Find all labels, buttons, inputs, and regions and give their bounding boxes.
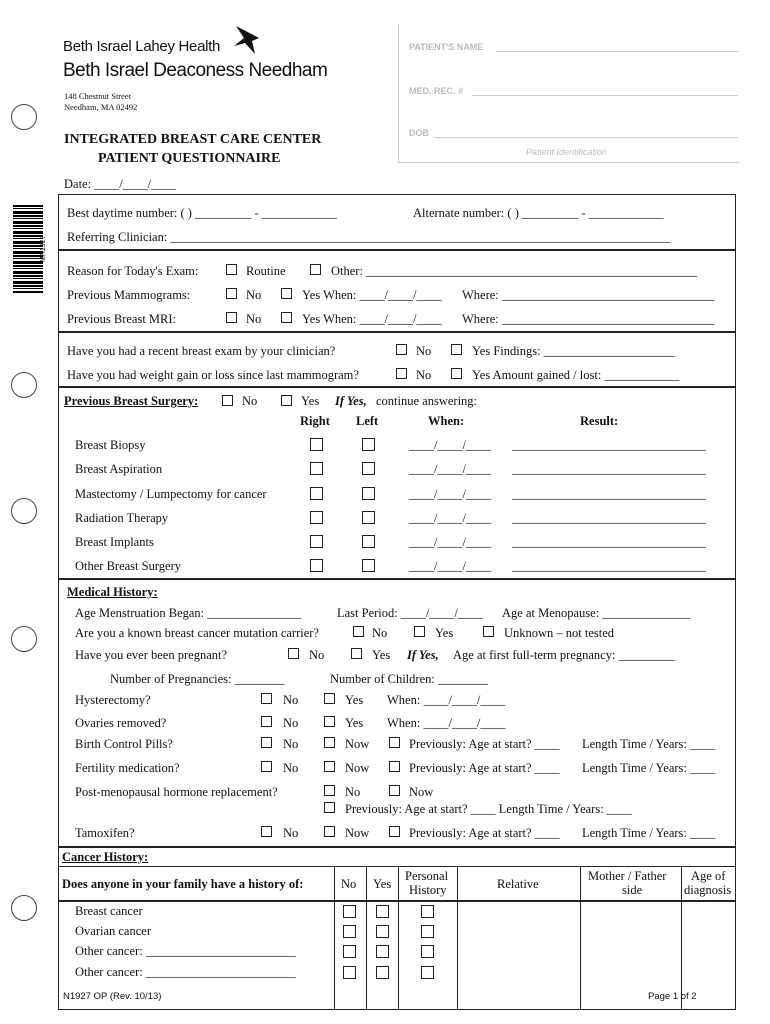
- age-menopause[interactable]: Age at Menopause: ______________: [502, 606, 690, 620]
- surgery-title: Previous Breast Surgery:: [64, 394, 199, 408]
- hrt-previously-checkbox[interactable]: [324, 802, 335, 813]
- binder-hole: [11, 372, 37, 398]
- ovaries-yes-checkbox[interactable]: [324, 716, 335, 727]
- col-yes: Yes: [373, 877, 392, 891]
- cancer-row-label: Breast cancer: [75, 904, 143, 918]
- cancer-row-label: Other cancer: ________________________: [75, 965, 296, 979]
- routine-checkbox[interactable]: [226, 264, 237, 275]
- pregnant-no-checkbox[interactable]: [288, 648, 299, 659]
- cancer-no-checkbox[interactable]: [343, 925, 356, 938]
- fertility-now-checkbox[interactable]: [324, 761, 335, 772]
- fertility-previously-checkbox[interactable]: [389, 761, 400, 772]
- birth-control-now-checkbox[interactable]: [324, 737, 335, 748]
- ovaries-question: Ovaries removed?: [75, 716, 167, 730]
- brand-line-1: Beth Israel Lahey Health: [63, 38, 221, 55]
- ovaries-no-checkbox[interactable]: [261, 716, 272, 727]
- prev-mammo-label: Previous Mammograms:: [67, 288, 191, 302]
- fertility-no-checkbox[interactable]: [261, 761, 272, 772]
- surgery-right-checkbox[interactable]: [310, 462, 323, 475]
- surgery-left-checkbox[interactable]: [362, 438, 375, 451]
- cancer-personal-checkbox[interactable]: [421, 905, 434, 918]
- form-id: N1927 OP (Rev. 10/13): [63, 991, 162, 1002]
- form-title-1: INTEGRATED BREAST CARE CENTER: [64, 132, 322, 147]
- col-diagnosis: diagnosis: [684, 883, 732, 897]
- hysterectomy-yes-checkbox[interactable]: [324, 693, 335, 704]
- surgery-no-checkbox[interactable]: [222, 395, 233, 406]
- cancer-no-checkbox[interactable]: [343, 945, 356, 958]
- surgery-right-checkbox[interactable]: [310, 511, 323, 524]
- routine-label: Routine: [246, 264, 286, 278]
- prev-mammo-yes-checkbox[interactable]: [281, 288, 292, 299]
- surgery-when-field[interactable]: ____/____/____: [409, 438, 491, 452]
- cancer-personal-checkbox[interactable]: [421, 945, 434, 958]
- recent-exam-question: Have you had a recent breast exam by your clinician?: [67, 344, 336, 358]
- tamoxifen-length[interactable]: Length Time / Years: ____: [582, 826, 716, 840]
- prev-mammo-where[interactable]: Where: __________________________________: [462, 288, 715, 302]
- no-label: No: [283, 737, 299, 751]
- yes-label: Yes: [345, 716, 364, 730]
- prev-mammo-no-checkbox[interactable]: [226, 288, 237, 299]
- brand-line-2: Beth Israel Deaconess Needham: [63, 60, 328, 81]
- surgery-result-field[interactable]: _______________________________: [512, 511, 706, 525]
- birth-control-no-checkbox[interactable]: [261, 737, 272, 748]
- address-line-1: 148 Chestnut Street: [64, 91, 132, 101]
- surgery-when-field[interactable]: ____/____/____: [409, 462, 491, 476]
- birth-control-age-start[interactable]: Previously: Age at start? ____: [409, 737, 560, 751]
- col-right: Right: [300, 414, 330, 428]
- cancer-yes-checkbox[interactable]: [376, 966, 389, 979]
- hysterectomy-no-checkbox[interactable]: [261, 693, 272, 704]
- prev-mri-label: Previous Breast MRI:: [67, 312, 177, 326]
- surgery-right-checkbox[interactable]: [310, 487, 323, 500]
- weight-question: Have you had weight gain or loss since last mammogram?: [67, 368, 359, 382]
- fertility-length[interactable]: Length Time / Years: ____: [582, 761, 716, 775]
- yes-label: Yes: [372, 648, 391, 662]
- cancer-yes-checkbox[interactable]: [376, 945, 389, 958]
- binder-hole: [11, 895, 37, 921]
- binder-hole: [11, 498, 37, 524]
- no-label: No: [372, 626, 388, 640]
- col-mother-father: Mother / Father: [588, 869, 667, 883]
- surgery-result-field[interactable]: _______________________________: [512, 462, 706, 476]
- bird-logo-icon: [232, 24, 262, 58]
- prev-mri-when[interactable]: Yes When: ____/____/____: [302, 312, 442, 326]
- no-label: No: [246, 288, 262, 302]
- surgery-when-field[interactable]: ____/____/____: [409, 559, 491, 573]
- date-field[interactable]: Date: ____/____/____: [64, 177, 177, 191]
- form-title-2: PATIENT QUESTIONNAIRE: [98, 151, 281, 166]
- no-label: No: [345, 785, 361, 799]
- hysterectomy-when[interactable]: When: ____/____/____: [387, 693, 506, 707]
- surgery-result-field[interactable]: _______________________________: [512, 559, 706, 573]
- col-side: side: [622, 883, 643, 897]
- yes-label: Yes: [435, 626, 454, 640]
- continue-label: continue answering:: [376, 394, 478, 408]
- mutation-carrier-question: Are you a known breast cancer mutation carrier?: [75, 626, 319, 640]
- surgery-right-checkbox[interactable]: [310, 535, 323, 548]
- prev-mri-yes-checkbox[interactable]: [281, 312, 292, 323]
- birth-control-question: Birth Control Pills?: [75, 737, 173, 751]
- col-age-of: Age of: [691, 869, 726, 883]
- col-left: Left: [356, 414, 379, 428]
- surgery-result-field[interactable]: _______________________________: [512, 535, 706, 549]
- tamoxifen-previously-checkbox[interactable]: [389, 826, 400, 837]
- other-checkbox[interactable]: [310, 264, 321, 275]
- prev-mri-where[interactable]: Where: __________________________________: [462, 312, 715, 326]
- birth-control-previously-checkbox[interactable]: [389, 737, 400, 748]
- hrt-previously[interactable]: Previously: Age at start? ____ Length Time / Years: ____: [345, 802, 632, 816]
- num-pregnancies[interactable]: Number of Pregnancies: ________: [110, 672, 285, 686]
- surgery-item-label: Other Breast Surgery: [75, 559, 181, 573]
- weight-yes-checkbox[interactable]: [451, 368, 462, 379]
- surgery-item-label: Breast Biopsy: [75, 438, 146, 452]
- cancer-no-checkbox[interactable]: [343, 905, 356, 918]
- cancer-personal-checkbox[interactable]: [421, 966, 434, 979]
- pregnant-yes-checkbox[interactable]: [351, 648, 362, 659]
- address-line-2: Needham, MA 02492: [64, 102, 138, 112]
- surgery-item-label: Mastectomy / Lumpectomy for cancer: [75, 487, 267, 501]
- fertility-age-start[interactable]: Previously: Age at start? ____: [409, 761, 560, 775]
- medical-history-title: Medical History:: [67, 585, 158, 599]
- num-children[interactable]: Number of Children: ________: [330, 672, 488, 686]
- carrier-unknown-checkbox[interactable]: [483, 626, 494, 637]
- prev-mri-no-checkbox[interactable]: [226, 312, 237, 323]
- amount-field[interactable]: Yes Amount gained / lost: ____________: [472, 368, 680, 382]
- hrt-now-checkbox[interactable]: [389, 785, 400, 796]
- hrt-no-checkbox[interactable]: [324, 785, 335, 796]
- no-label: No: [416, 368, 432, 382]
- yes-label: Yes: [301, 394, 320, 408]
- if-yes-label: If Yes,: [407, 648, 439, 662]
- tamoxifen-age-start[interactable]: Previously: Age at start? ____: [409, 826, 560, 840]
- patient-name-label: PATIENT'S NAME: [409, 42, 484, 52]
- barcode: [13, 205, 43, 293]
- binder-hole: [11, 104, 37, 130]
- binder-hole: [11, 626, 37, 652]
- surgery-left-checkbox[interactable]: [362, 487, 375, 500]
- hrt-question: Post-menopausal hormone replacement?: [75, 785, 278, 799]
- col-relative: Relative: [497, 877, 539, 891]
- carrier-yes-checkbox[interactable]: [414, 626, 425, 637]
- tamoxifen-no-checkbox[interactable]: [261, 826, 272, 837]
- cancer-row-label: Ovarian cancer: [75, 924, 151, 938]
- surgery-result-field[interactable]: _______________________________: [512, 487, 706, 501]
- hysterectomy-question: Hysterectomy?: [75, 693, 151, 707]
- med-rec-label: MED. REC. #: [409, 86, 464, 96]
- col-personal: Personal: [405, 869, 449, 883]
- no-label: No: [283, 761, 299, 775]
- now-label: Now: [345, 761, 370, 775]
- cancer-history-title: Cancer History:: [62, 850, 149, 864]
- surgery-left-checkbox[interactable]: [362, 535, 375, 548]
- col-no: No: [341, 877, 357, 891]
- patient-identification-caption: Patient Identification: [526, 147, 608, 157]
- cancer-yes-checkbox[interactable]: [376, 905, 389, 918]
- referring-clinician[interactable]: Referring Clinician: ________________________________________________________________________________: [67, 230, 671, 244]
- no-label: No: [416, 344, 432, 358]
- surgery-when-field[interactable]: ____/____/____: [409, 535, 491, 549]
- fertility-question: Fertility medication?: [75, 761, 180, 775]
- barcode-code: MR1927: [40, 235, 47, 262]
- reason-label: Reason for Today's Exam:: [67, 264, 199, 278]
- surgery-when-field[interactable]: ____/____/____: [409, 487, 491, 501]
- surgery-yes-checkbox[interactable]: [281, 395, 292, 406]
- no-label: No: [309, 648, 325, 662]
- col-history: History: [409, 883, 447, 897]
- cancer-no-checkbox[interactable]: [343, 966, 356, 979]
- last-period[interactable]: Last Period: ____/____/____: [337, 606, 483, 620]
- cancer-row-label: Other cancer: ________________________: [75, 944, 296, 958]
- best-daytime-number[interactable]: Best daytime number: ( ) _________ - ____________: [67, 206, 337, 220]
- no-label: No: [283, 826, 299, 840]
- no-label: No: [283, 693, 299, 707]
- surgery-item-label: Radiation Therapy: [75, 511, 169, 525]
- if-yes-label: If Yes,: [335, 394, 367, 408]
- tamoxifen-now-checkbox[interactable]: [324, 826, 335, 837]
- no-label: No: [283, 716, 299, 730]
- unknown-label: Unknown – not tested: [504, 626, 615, 640]
- family-history-question: Does anyone in your family have a history of:: [62, 877, 304, 891]
- tamoxifen-question: Tamoxifen?: [75, 826, 135, 840]
- col-when: When:: [428, 414, 465, 428]
- surgery-left-checkbox[interactable]: [362, 559, 375, 572]
- surgery-right-checkbox[interactable]: [310, 438, 323, 451]
- surgery-item-label: Breast Implants: [75, 535, 154, 549]
- cancer-personal-checkbox[interactable]: [421, 925, 434, 938]
- weight-no-checkbox[interactable]: [396, 368, 407, 379]
- age-menstruation[interactable]: Age Menstruation Began: _______________: [75, 606, 302, 620]
- col-result: Result:: [580, 414, 619, 428]
- recent-exam-no-checkbox[interactable]: [396, 344, 407, 355]
- surgery-when-field[interactable]: ____/____/____: [409, 511, 491, 525]
- surgery-left-checkbox[interactable]: [362, 462, 375, 475]
- no-label: No: [246, 312, 262, 326]
- cancer-yes-checkbox[interactable]: [376, 925, 389, 938]
- dob-label: DOB: [409, 128, 429, 138]
- other-reason[interactable]: Other: _____________________________________________________: [331, 264, 698, 278]
- now-label: Now: [345, 826, 370, 840]
- page-number: Page 1 of 2: [648, 991, 697, 1002]
- yes-label: Yes: [345, 693, 364, 707]
- carrier-no-checkbox[interactable]: [353, 626, 364, 637]
- findings-field[interactable]: Yes Findings: _____________________: [472, 344, 675, 358]
- first-pregnancy-age[interactable]: Age at first full-term pregnancy: _________: [453, 648, 675, 662]
- surgery-result-field[interactable]: _______________________________: [512, 438, 706, 452]
- now-label: Now: [409, 785, 434, 799]
- ovaries-when[interactable]: When: ____/____/____: [387, 716, 506, 730]
- birth-control-length[interactable]: Length Time / Years: ____: [582, 737, 716, 751]
- alternate-number[interactable]: Alternate number: ( ) _________ - ____________: [413, 206, 664, 220]
- surgery-right-checkbox[interactable]: [310, 559, 323, 572]
- surgery-item-label: Breast Aspiration: [75, 462, 163, 476]
- recent-exam-yes-checkbox[interactable]: [451, 344, 462, 355]
- surgery-left-checkbox[interactable]: [362, 511, 375, 524]
- no-label: No: [242, 394, 258, 408]
- now-label: Now: [345, 737, 370, 751]
- pregnant-question: Have you ever been pregnant?: [75, 648, 228, 662]
- prev-mammo-when[interactable]: Yes When: ____/____/____: [302, 288, 442, 302]
